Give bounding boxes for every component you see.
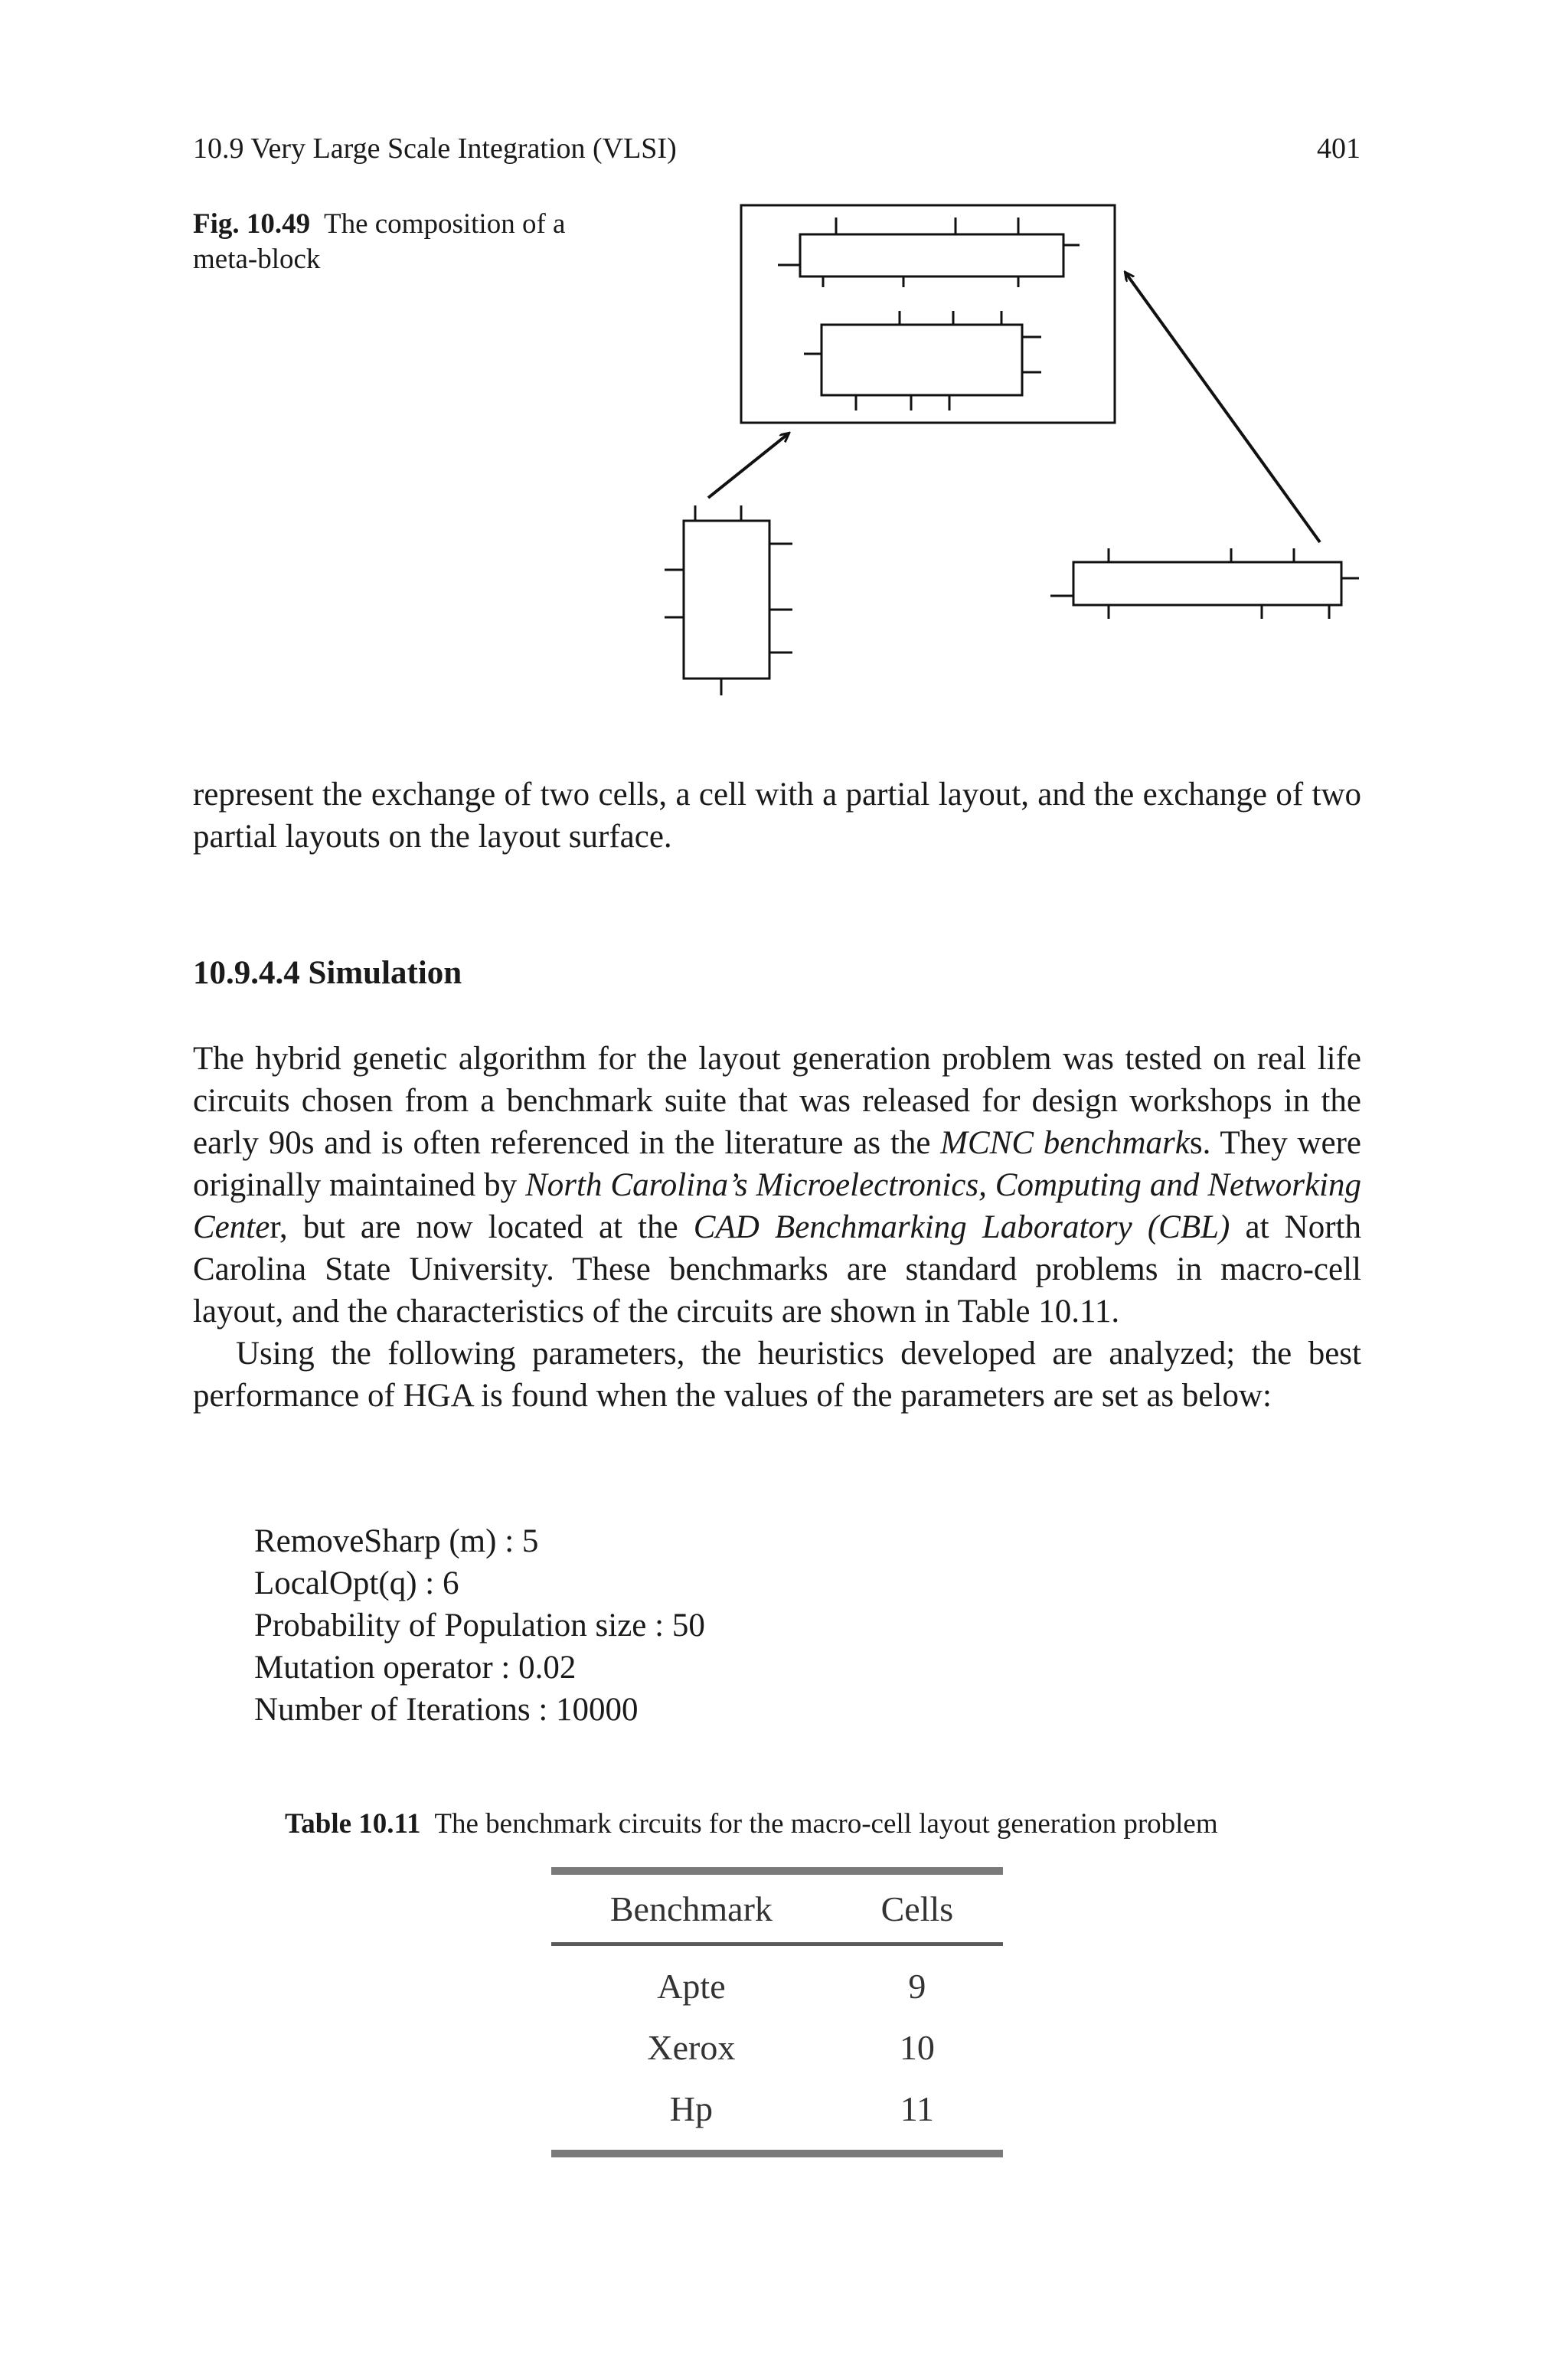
table-row: [551, 2016, 1003, 2078]
arrow-left: [708, 433, 789, 498]
paragraph-parameters-intro: Using the following parameters, the heuristics developed are analyzed; the best performance of HGA is found when the values of the parameters are set as below:: [193, 1336, 1361, 1414]
parameter-item: Number of Iterations : 10000: [254, 1692, 639, 1728]
parameter-list: [254, 1520, 705, 1731]
table-caption-text: The benchmark circuits for the macro-cell layout generation problem: [434, 1808, 1218, 1840]
table-cell: 11: [900, 2088, 935, 2128]
cell-horizontal: [1073, 562, 1341, 605]
paragraph-intro: [193, 774, 1361, 858]
benchmark-table: [551, 1867, 1003, 2157]
table-cell: Xerox: [647, 2027, 736, 2067]
cell-b: [822, 325, 1022, 395]
table-label: Table 10.11: [285, 1808, 421, 1840]
table-row: [551, 2078, 1003, 2154]
table-row: [551, 1944, 1003, 2017]
table-caption: [285, 1807, 1218, 1840]
figure-caption-text: The composition of a meta-block: [193, 208, 566, 275]
paragraph-simulation: The hybrid genetic algorithm for the layout generation problem was tested on real life circuits chosen from a benchmark suite that was released for design workshops in the early 90s and is often referenced in the literature as the MCNC benchmarks. They were originally maintained by North Carolina’s Microelectronics, Computing and Networking Center, but are now located at the CAD Benchmarking Laboratory (CBL) at North Carolina State University. These benchmarks are standard problems in macro-cell layout, and the characteristics of the circuits are shown in Table 10.11. Using the following parameters, the heuristics developed are analyzed; the best performance of HGA is found when the values of the parameters are set as below:: [193, 1038, 1361, 1417]
table-cell: Apte: [657, 1966, 726, 2006]
table-cell: Hp: [669, 2088, 714, 2128]
arrow-right: [1125, 273, 1320, 542]
meta-block-frame: [741, 205, 1115, 423]
figure-label: Fig. 10.49: [193, 208, 311, 240]
cell-a: [800, 234, 1063, 276]
section-heading: 10.9.4.4 Simulation: [193, 955, 462, 991]
paragraph-text: represent the exchange of two cells, a cell with a partial layout, and the exchange of two partial layouts on the layout surface.: [193, 777, 1361, 855]
cell-vertical: [684, 521, 769, 679]
parameter-item: Mutation operator : 0.02: [254, 1650, 577, 1686]
page-number: 401: [1317, 132, 1361, 165]
column-header-cells: Cells: [880, 1889, 954, 1928]
figure-caption: [193, 207, 576, 277]
parameter-item: LocalOpt(q) : 6: [254, 1565, 459, 1601]
meta-block-diagram: [628, 199, 1378, 720]
running-header: 10.9 Very Large Scale Integration (VLSI): [193, 132, 677, 165]
table-header-row: [551, 1871, 1003, 1944]
parameter-item: RemoveSharp (m) : 5: [254, 1523, 539, 1559]
column-header-benchmark: Benchmark: [609, 1889, 773, 1928]
parameter-item: Probability of Population size : 50: [254, 1608, 705, 1644]
table-cell: 10: [899, 2027, 935, 2067]
table-cell: 9: [908, 1966, 926, 2006]
